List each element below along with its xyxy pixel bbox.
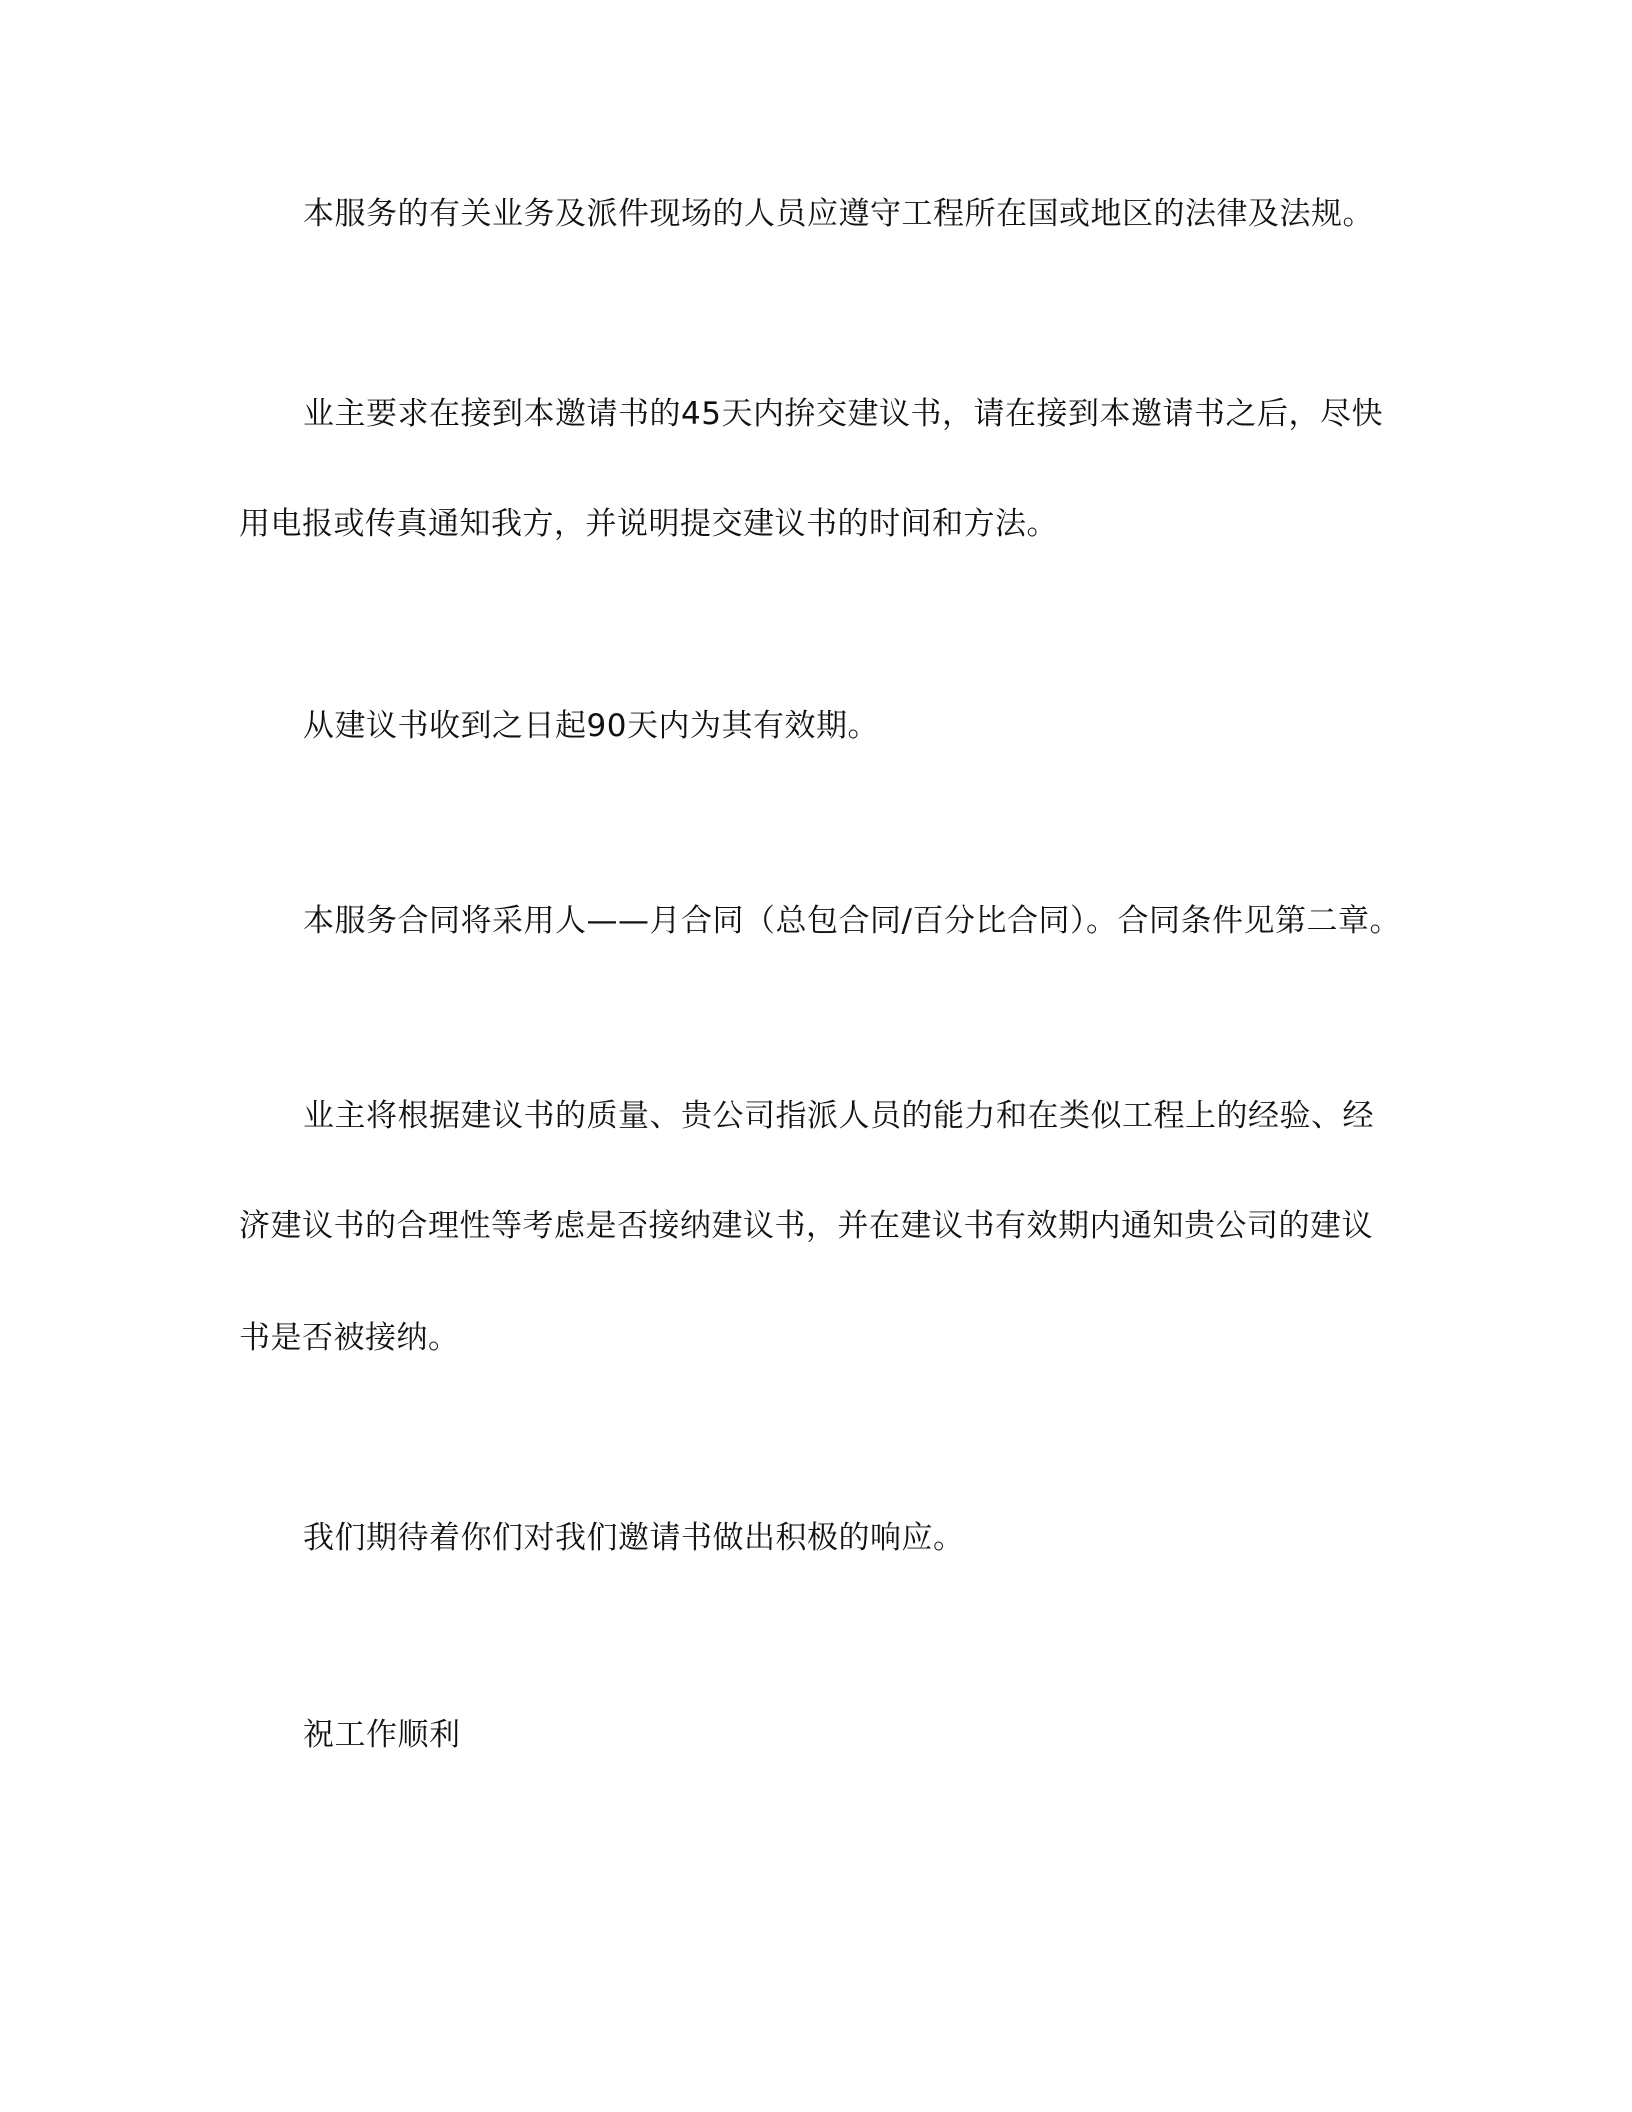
- paragraph-contract-type-line-1: 本服务合同将采用人——月合同（总包合同/百分比合同）。合同条件见第二章。: [303, 903, 1401, 939]
- paragraph-evaluation-line-3: 书是否被接纳。: [239, 1320, 460, 1356]
- paragraph-greeting-line-1: 祝工作顺利: [303, 1717, 461, 1753]
- paragraph-evaluation-line-2: 济建议书的合理性等考虑是否接纳建议书，并在建议书有效期内通知贵公司的建议: [239, 1208, 1373, 1244]
- paragraph-proposal-deadline-line-2: 用电报或传真通知我方，并说明提交建议书的时间和方法。: [239, 506, 1058, 542]
- paragraph-service-law-line-1: 本服务的有关业务及派件现场的人员应遵守工程所在国或地区的法律及法规。: [303, 196, 1374, 232]
- paragraph-evaluation-line-1: 业主将根据建议书的质量、贵公司指派人员的能力和在类似工程上的经验、经: [303, 1098, 1374, 1134]
- paragraph-proposal-deadline-line-1: 业主要求在接到本邀请书的45天内拚交建议书，请在接到本邀请书之后，尽快: [303, 396, 1383, 432]
- paragraph-closing-line-1: 我们期待着你们对我们邀请书做出积极的响应。: [303, 1520, 965, 1556]
- paragraph-validity-line-1: 从建议书收到之日起90天内为其有效期。: [303, 708, 879, 744]
